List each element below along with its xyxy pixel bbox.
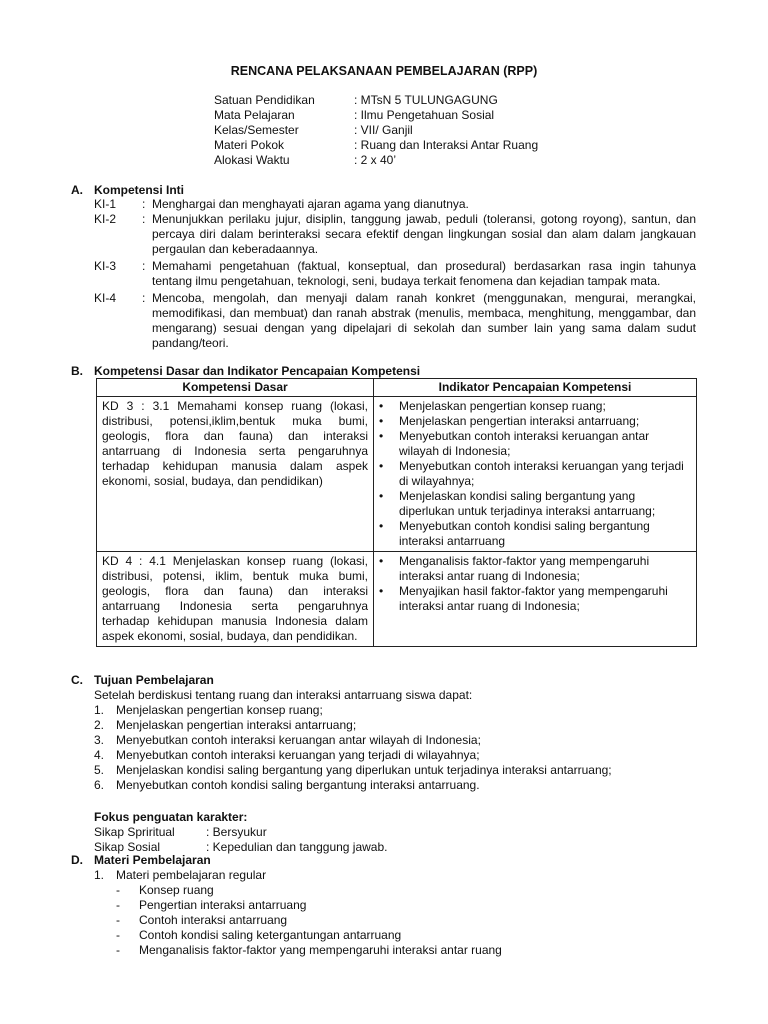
info-label: Mata Pelajaran — [214, 108, 295, 122]
indicator-item: • Menyebutkan contoh interaksi keruangan antar wilayah di Indonesia; — [379, 429, 691, 459]
ki-text: Menunjukkan perilaku jujur, disiplin, tanggung jawab, peduli (toleransi, gotong royong), santun, dan percaya diri dalam berinteraksi secara efektif dengan lingkungan sosial dan alam dalam jangkauan pergaulan dan keberadaannya. — [152, 212, 696, 256]
character-focus — [94, 810, 387, 855]
indicator-item: • Menyebutkan contoh kondisi saling bergantung interaksi antarruang — [379, 519, 691, 549]
kd-cell: KD 4 : 4.1 Menjelaskan konsep ruang (lokasi, distribusi, potensi, iklim, bentuk muka bumi, geologis, flora dan fauna) dan interaksi antarruang Indonesia serta pengaruhnya terhadap kehidupan manusia Indonesia dalam aspek ekonomi, sosial, budaya, dan pendidikan. — [97, 552, 374, 647]
materi-list — [94, 868, 502, 958]
list-item: 2. Menjelaskan pengertian interaksi antarruang; — [94, 718, 357, 732]
indicator-text: Menganalisis faktor-faktor yang mempengaruhi interaksi antar ruang di Indonesia; — [399, 554, 650, 583]
sub-list-item: - Pengertian interaksi antarruang — [116, 898, 307, 912]
info-value: : Ilmu Pengetahuan Sosial — [354, 108, 495, 122]
section-letter: B. — [71, 364, 83, 378]
character-focus-title: Fokus penguatan karakter: — [94, 810, 248, 824]
list-item: 4. Menyebutkan contoh interaksi keruangan yang terjadi di wilayahnya; — [94, 748, 480, 762]
info-row — [214, 108, 538, 123]
section-title: Kompetensi Inti — [94, 183, 185, 197]
info-row — [214, 138, 538, 153]
list-item: 3. Menyebutkan contoh interaksi keruangan antar wilayah di Indonesia; — [94, 733, 481, 747]
list-item: 6. Menyebutkan contoh kondisi saling bergantung interaksi antarruang. — [94, 778, 480, 792]
character-focus-row: Sikap Spriritual : Bersyukur — [94, 825, 267, 839]
info-value: : MTsN 5 TULUNGAGUNG — [354, 93, 498, 107]
info-value: : Ruang dan Interaksi Antar Ruang — [354, 138, 539, 152]
info-value: : 2 x 40’ — [354, 153, 397, 167]
table-row — [97, 552, 697, 647]
document-title: RENCANA PELAKSANAAN PEMBELAJARAN (RPP) — [230, 64, 538, 78]
competency-table — [96, 378, 697, 647]
kompetensi-inti-list — [94, 197, 696, 351]
info-label: Satuan Pendidikan — [214, 93, 315, 107]
indicator-item: • Menjelaskan pengertian konsep ruang; — [379, 399, 606, 413]
indicator-text: Menjelaskan pengertian interaksi antarruang; — [399, 414, 640, 428]
section-letter: A. — [71, 183, 83, 197]
identity-block — [214, 93, 538, 168]
ki-text: Memahami pengetahuan (faktual, konseptual, dan prosedural) berdasarkan rasa ingin tahunya tentang ilmu pengetahuan, teknologi, seni, budaya terkait fenomena dan kejadian tampak mata. — [152, 259, 696, 288]
info-value: : VII/ Ganjil — [354, 123, 413, 137]
ki-text: Mencoba, mengolah, dan menyaji dalam ranah konkret (menggunakan, mengurai, merangkai, memodifikasi, dan membuat) dan ranah abstrak (menulis, membaca, menghitung, menggambar, dan mengarang) sesuai dengan yang dipelajari di sekolah dan sumber lain yang sama dalam sudut pandang/teori. — [152, 291, 696, 350]
list-item: 1. Materi pembelajaran regular — [94, 868, 267, 882]
section-title: Materi Pembelajaran — [94, 853, 211, 867]
indicator-item: • Menyajikan hasil faktor-faktor yang mempengaruhi interaksi antar ruang di Indonesia; — [379, 584, 691, 614]
list-item: 5. Menjelaskan kondisi saling bergantung yang diperlukan untuk terjadinya interaksi antarruang; — [94, 763, 612, 777]
table-row — [97, 397, 697, 552]
info-label: Materi Pokok — [214, 138, 285, 152]
ki-code: KI-1 — [94, 197, 117, 211]
indicator-text: Menyebutkan contoh interaksi keruangan antar wilayah di Indonesia; — [399, 429, 650, 458]
indicator-text: Menyebutkan contoh kondisi saling bergantung interaksi antarruang — [399, 519, 650, 548]
learning-objectives — [94, 688, 714, 793]
ki-code: KI-2 — [94, 212, 117, 226]
sub-list-item: - Konsep ruang — [116, 883, 214, 897]
ki-item: KI-2 : Menunjukkan perilaku jujur, disiplin, tanggung jawab, peduli (toleransi, gotong royong), santun, dan percaya diri dalam berinteraksi secara efektif dengan lingkungan sosial dan alam dalam jangkauan pergaulan dan keberadaannya. — [94, 212, 696, 256]
sub-list-item: - Contoh kondisi saling ketergantungan antarruang — [116, 928, 402, 942]
objectives-intro: Setelah berdiskusi tentang ruang dan interaksi antarruang siswa dapat: — [94, 688, 473, 702]
table-header-row — [97, 379, 697, 397]
indicator-item: • Menyebutkan contoh interaksi keruangan yang terjadi di wilayahnya; — [379, 459, 691, 489]
info-label: Alokasi Waktu — [214, 153, 290, 167]
sub-list-item: - Contoh interaksi antarruang — [116, 913, 288, 927]
ki-item: KI-1 : Menghargai dan menghayati ajaran agama yang dianutnya. — [94, 197, 696, 212]
indicator-cell — [374, 397, 697, 552]
info-row — [214, 123, 538, 138]
objectives-list — [94, 703, 714, 793]
indicator-cell — [374, 552, 697, 647]
ki-code: KI-3 — [94, 259, 117, 273]
section-letter: D. — [71, 853, 83, 867]
indicator-item: • Menjelaskan pengertian interaksi antarruang; — [379, 414, 640, 428]
column-header: Indikator Pencapaian Kompetensi — [374, 379, 697, 397]
character-focus-row: Sikap Sosial : Kepedulian dan tanggung jawab. — [94, 840, 388, 854]
section-title: Kompetensi Dasar dan Indikator Pencapaian Kompetensi — [94, 364, 421, 378]
indicator-text: Menjelaskan kondisi saling bergantung yang diperlukan untuk terjadinya interaksi antarruang; — [399, 489, 656, 518]
section-title: Tujuan Pembelajaran — [94, 673, 214, 687]
indicator-text: Menyebutkan contoh interaksi keruangan yang terjadi di wilayahnya; — [399, 459, 684, 488]
ki-item: KI-3 : Memahami pengetahuan (faktual, konseptual, dan prosedural) berdasarkan rasa ingin tahunya tentang ilmu pengetahuan, teknologi, seni, budaya terkait fenomena dan kejadian tampak mata. — [94, 259, 696, 288]
indicator-item: • Menganalisis faktor-faktor yang mempengaruhi interaksi antar ruang di Indonesia; — [379, 554, 691, 584]
sub-list-item: - Menganalisis faktor-faktor yang mempengaruhi interaksi antar ruang — [116, 943, 502, 957]
ki-item: KI-4 : Mencoba, mengolah, dan menyaji dalam ranah konkret (menggunakan, mengurai, merangkai, memodifikasi, dan membuat) dan ranah abstrak (menulis, membaca, menghitung, menggambar, dan mengarang) sesuai dengan yang dipelajari di sekolah dan sumber lain yang sama dalam sudut pandang/teori. — [94, 291, 696, 350]
indicator-text: Menyajikan hasil faktor-faktor yang mempengaruhi interaksi antar ruang di Indonesia; — [399, 584, 668, 613]
info-row — [214, 93, 538, 108]
list-item: 1. Menjelaskan pengertian konsep ruang; — [94, 703, 323, 717]
column-header: Kompetensi Dasar — [97, 379, 374, 397]
section-letter: C. — [71, 673, 83, 687]
info-row — [214, 153, 538, 168]
kd-cell: KD 3 : 3.1 Memahami konsep ruang (lokasi, distribusi, potensi,iklim,bentuk muka bumi, geologis, flora dan fauna) dan interaksi antarruang di Indonesia serta pengaruhnya terhadap kehidupan manusia dalam aspek ekonomi, sosial, budaya, dan pendidikan) — [97, 397, 374, 552]
ki-code: KI-4 — [94, 291, 117, 305]
indicator-item: • Menjelaskan kondisi saling bergantung yang diperlukan untuk terjadinya interaksi antarruang; — [379, 489, 691, 519]
ki-text: Menghargai dan menghayati ajaran agama yang dianutnya. — [152, 197, 469, 211]
indicator-text: Menjelaskan pengertian konsep ruang; — [399, 399, 606, 413]
info-label: Kelas/Semester — [214, 123, 299, 137]
